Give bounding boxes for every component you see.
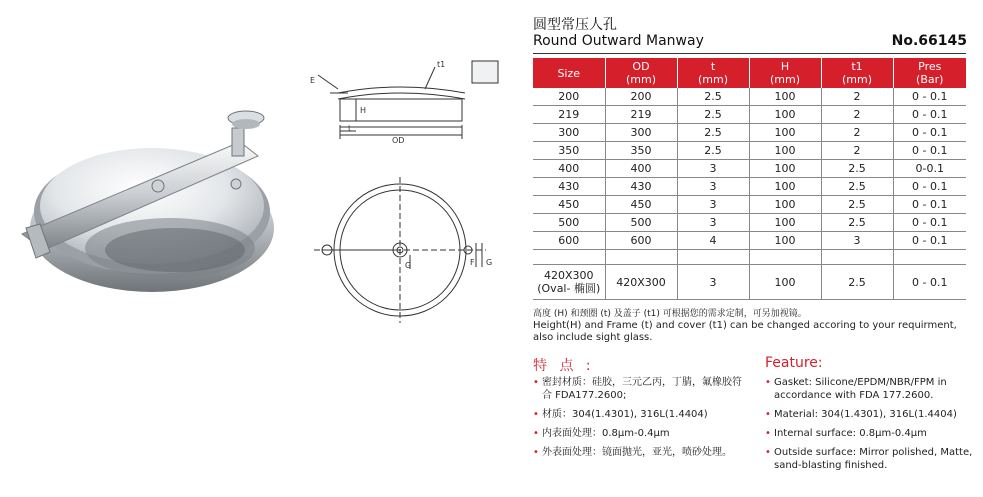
cell-od: 350 <box>605 142 677 160</box>
cell-pres: 0 - 0.1 <box>893 196 966 214</box>
cell-t: 2.5 <box>677 106 749 124</box>
table-row <box>533 88 966 106</box>
cell-size: 300 <box>533 124 605 142</box>
title-divider <box>533 53 966 54</box>
cell-t1: 2.5 <box>821 265 893 300</box>
cell-od: 219 <box>605 106 677 124</box>
list-item: • 密封材质：硅胶，三元乙丙，丁腈，氟橡胶符合 FDA177.2600; <box>533 376 748 402</box>
cell-od: 600 <box>605 232 677 250</box>
cell-pres: 0 - 0.1 <box>893 178 966 196</box>
cell-h: 100 <box>749 265 821 300</box>
cell-od: 420X300 <box>605 265 677 300</box>
table-row <box>533 124 966 142</box>
dim-label-g-side: G <box>486 258 493 267</box>
table-row-empty <box>533 250 966 265</box>
cell-h: 100 <box>749 160 821 178</box>
features-heading-chinese: 特 点 : <box>533 358 595 374</box>
table-row <box>533 214 966 232</box>
note-english: Height(H) and Frame (t) and cover (t1) can be changed accoring to your requirment, also include sight glass. <box>533 320 957 343</box>
cell-od: 450 <box>605 196 677 214</box>
note-chinese: 高度 (H) 和颈圈 (t) 及盖子 (t1) 可根据您的需求定制，可另加视镜。 <box>533 309 807 319</box>
cell-h: 100 <box>749 106 821 124</box>
manway-product-photo <box>0 100 300 300</box>
cell-t: 3 <box>677 178 749 196</box>
list-item: • Outside surface: Mirror polished, Matte, sand-blasting finished. <box>765 446 975 472</box>
list-item: • Material: 304(1.4301), 316L(1.4404) <box>765 408 975 421</box>
list-item: • Gasket: Silicone/EPDM/NBR/FPM in accordance with FDA 177.2600. <box>765 376 975 402</box>
cell-pres: 0 - 0.1 <box>893 232 966 250</box>
table-row <box>533 196 966 214</box>
list-item: • Internal surface: 0.8μm-0.4μm <box>765 427 975 440</box>
features-list-chinese <box>533 376 748 465</box>
dim-label-h: H <box>360 106 367 115</box>
dim-label-f: F <box>470 258 475 267</box>
cell-t: 3 <box>677 160 749 178</box>
table-row <box>533 178 966 196</box>
cell-t: 3 <box>677 265 749 300</box>
cell-t1: 2.5 <box>821 178 893 196</box>
cell-h: 100 <box>749 178 821 196</box>
cell-pres: 0 - 0.1 <box>893 88 966 106</box>
header-t1: t1 (mm) <box>821 58 893 88</box>
cell-pres: 0 - 0.1 <box>893 106 966 124</box>
cell-t1: 2 <box>821 124 893 142</box>
cell-t: 2.5 <box>677 124 749 142</box>
dim-label-t: t <box>348 124 352 133</box>
cell-od: 300 <box>605 124 677 142</box>
cell-od: 500 <box>605 214 677 232</box>
title-chinese: 圆型常压人孔 <box>533 17 617 33</box>
cell-t1: 3 <box>821 232 893 250</box>
table-row-oval <box>533 265 966 300</box>
cell-size: 400 <box>533 160 605 178</box>
header-od: OD (mm) <box>605 58 677 88</box>
cell-t: 3 <box>677 214 749 232</box>
cell-size: 450 <box>533 196 605 214</box>
cell-h: 100 <box>749 214 821 232</box>
cell-t1: 2.5 <box>821 214 893 232</box>
cell-size: 430 <box>533 178 605 196</box>
cell-t: 4 <box>677 232 749 250</box>
cell-h: 100 <box>749 142 821 160</box>
cell-h: 100 <box>749 232 821 250</box>
cell-od: 200 <box>605 88 677 106</box>
cell-h: 100 <box>749 196 821 214</box>
header-t: t (mm) <box>677 58 749 88</box>
cell-t: 2.5 <box>677 88 749 106</box>
cell-pres: 0 - 0.1 <box>893 265 966 300</box>
cell-t: 2.5 <box>677 142 749 160</box>
list-item: • 外表面处理：镜面抛光，亚光，喷砂处理。 <box>533 446 748 459</box>
cell-t1: 2.5 <box>821 160 893 178</box>
cell-size: 200 <box>533 88 605 106</box>
cell-pres: 0-0.1 <box>893 160 966 178</box>
header-pres: Pres (Bar) <box>893 58 966 88</box>
cell-size: 219 <box>533 106 605 124</box>
manway-technical-drawing <box>300 55 505 325</box>
header-h: H (mm) <box>749 58 821 88</box>
cell-od: 400 <box>605 160 677 178</box>
cell-h: 100 <box>749 88 821 106</box>
list-item: • 内表面处理：0.8μm-0.4μm <box>533 427 748 440</box>
cell-pres: 0 - 0.1 <box>893 214 966 232</box>
table-row <box>533 160 966 178</box>
cell-t1: 2 <box>821 106 893 124</box>
cell-pres: 0 - 0.1 <box>893 124 966 142</box>
cell-size: 600 <box>533 232 605 250</box>
cell-size: 350 <box>533 142 605 160</box>
cell-t1: 2.5 <box>821 196 893 214</box>
cell-t1: 2 <box>821 88 893 106</box>
dim-label-t1: t1 <box>437 60 446 69</box>
cell-t: 3 <box>677 196 749 214</box>
cell-pres: 0 - 0.1 <box>893 142 966 160</box>
spec-table <box>533 58 966 300</box>
cell-size: 420X300 (Oval- 椭圆) <box>533 265 605 300</box>
model-number: No.66145 <box>891 33 967 49</box>
cell-t1: 2 <box>821 142 893 160</box>
spec-table-header <box>533 58 966 88</box>
table-row <box>533 142 966 160</box>
cell-size: 500 <box>533 214 605 232</box>
title-english: Round Outward Manway <box>533 33 704 49</box>
cell-od: 430 <box>605 178 677 196</box>
list-item: • 材质：304(1.4301), 316L(1.4404) <box>533 408 748 421</box>
table-row <box>533 106 966 124</box>
dim-label-g-center: G <box>405 261 412 270</box>
dim-label-od: OD <box>392 136 405 145</box>
dim-label-e: E <box>310 76 316 85</box>
header-size: Size <box>533 58 605 88</box>
cell-h: 100 <box>749 124 821 142</box>
features-heading-english: Feature: <box>765 355 823 371</box>
table-row <box>533 232 966 250</box>
features-list-english <box>765 376 975 478</box>
